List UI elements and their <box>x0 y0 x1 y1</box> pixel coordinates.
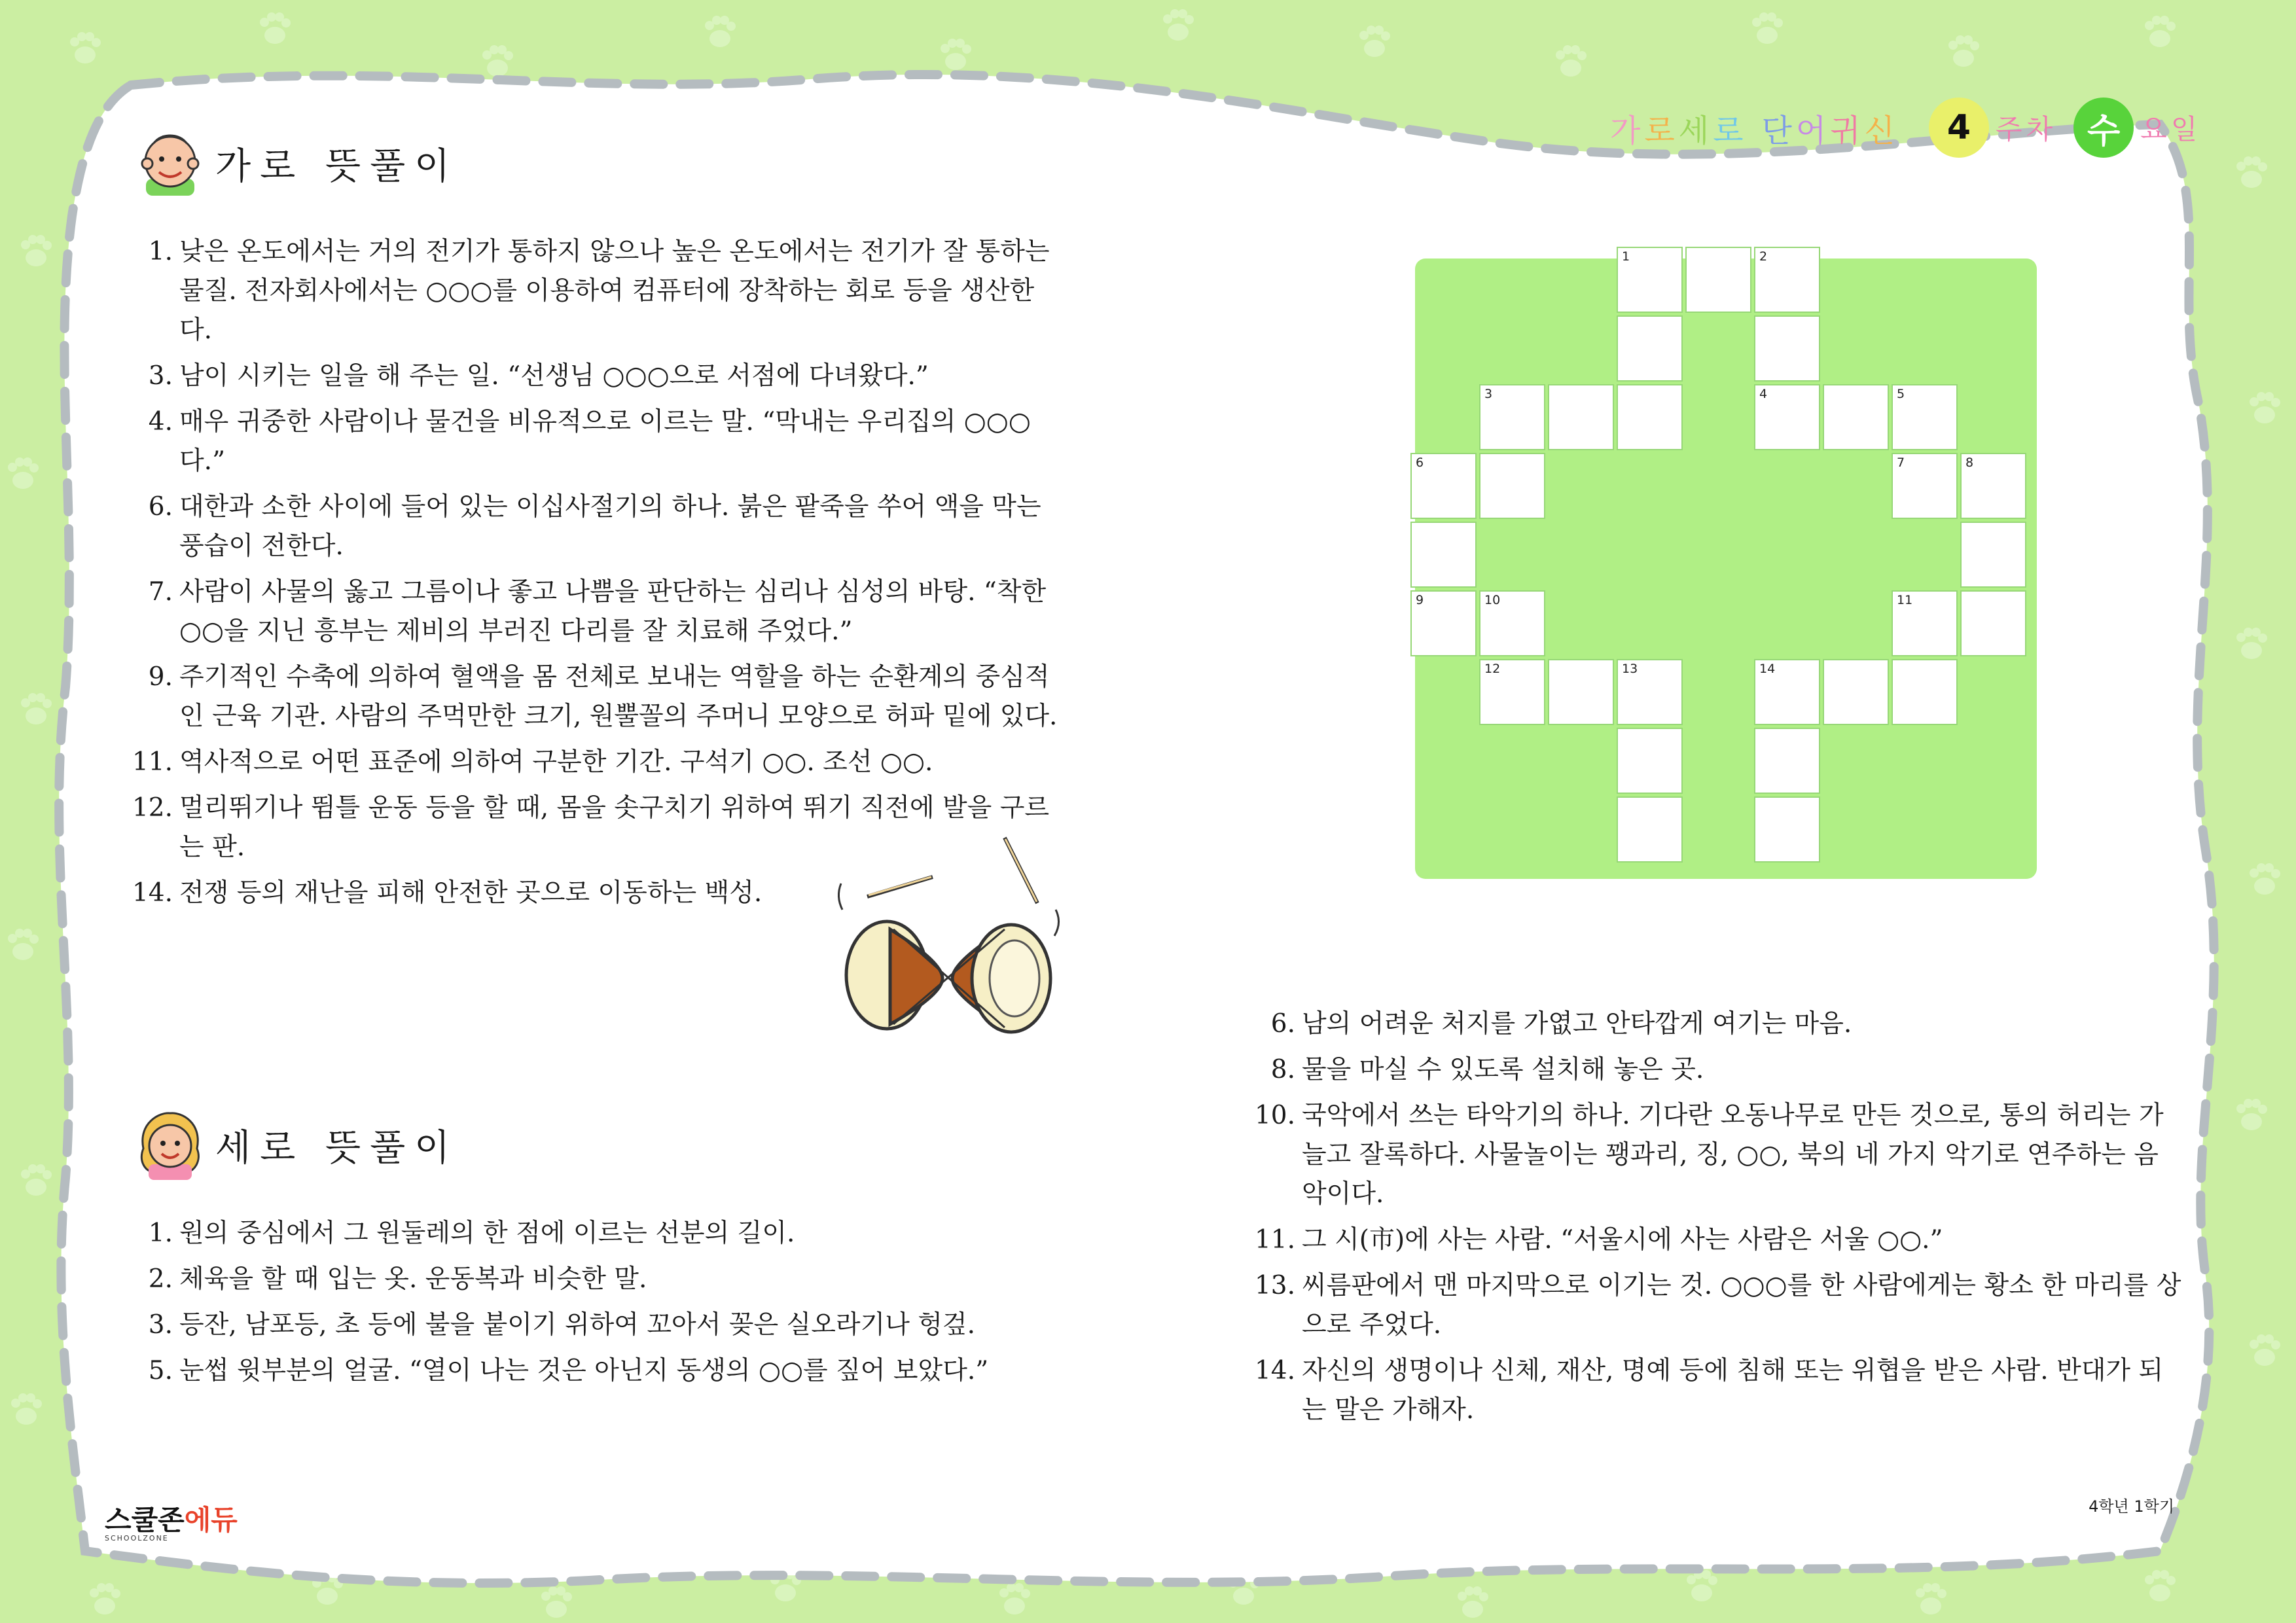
clue-text: 멀리뛰기나 뜀틀 운동 등을 할 때, 몸을 솟구치기 위하여 뛰기 직전에 발을 구르는 판. <box>179 793 1050 862</box>
crossword-cell[interactable] <box>1754 796 1820 863</box>
day-badge: 수 <box>2073 98 2134 158</box>
clue-text: 남의 어려운 처지를 가엾고 안타깝게 여기는 마음. <box>1302 1009 1852 1039</box>
clue-number: 13. <box>1254 1271 1295 1300</box>
crossword-cell-number: 12 <box>1484 662 1501 676</box>
crossword-cell[interactable] <box>1823 659 1889 725</box>
clue-text: 전쟁 등의 재난을 피해 안전한 곳으로 이동하는 백성. <box>179 878 762 908</box>
week-label: 주차 <box>1996 113 2057 145</box>
crossword-cell[interactable] <box>1617 796 1683 863</box>
header-title-char: 가 <box>1610 112 1645 149</box>
header-title-char: 단 <box>1761 112 1796 149</box>
clue-text: 물을 마실 수 있도록 설치해 놓은 곳. <box>1302 1055 1704 1084</box>
crossword-cell-number: 10 <box>1484 593 1501 607</box>
header-title-char: 어 <box>1795 112 1831 149</box>
crossword-cell-number: 2 <box>1759 249 1768 264</box>
across-title-label: 가로 뜻풀이 <box>215 145 459 188</box>
clue-number: 12. <box>132 793 173 823</box>
crossword-cell-number: 4 <box>1759 387 1768 401</box>
crossword-cell[interactable] <box>1960 522 2026 588</box>
header-title <box>1610 105 1899 151</box>
header-title-char: 귀 <box>1830 112 1865 149</box>
down-clue-list-right <box>1253 1005 2183 1436</box>
clue-number: 2. <box>148 1264 173 1294</box>
clue-text: 국악에서 쓰는 타악기의 하나. 기다란 오동나무로 만든 것으로, 통의 허리는 가늘고 잘록하다. 사물놀이는 꽹과리, 징, ○○, 북의 네 가지 악기로 연주하는 음악이다. <box>1302 1101 2164 1209</box>
grade-label: 4학년 1학기 <box>2089 1497 2174 1516</box>
crossword-cell[interactable] <box>1410 522 1477 588</box>
crossword-cell[interactable] <box>1617 384 1683 450</box>
header-title-char: 신 <box>1864 112 1899 149</box>
clue-item <box>1253 1096 2183 1214</box>
clue-number: 14. <box>132 878 173 908</box>
across-clue-list <box>131 232 1060 919</box>
boy-face-icon <box>134 128 206 200</box>
across-section-title <box>134 128 459 200</box>
crossword-cell[interactable] <box>1960 590 2026 656</box>
clue-item <box>1253 1351 2183 1430</box>
janggu-drum-icon <box>828 831 1090 1054</box>
clue-number: 3. <box>148 1310 173 1340</box>
clue-number: 6. <box>1270 1009 1295 1039</box>
crossword-cell[interactable] <box>1754 247 1820 313</box>
crossword-cell[interactable] <box>1754 728 1820 794</box>
brand-part2: 에듀 <box>184 1504 238 1536</box>
crossword-cell-number: 14 <box>1759 662 1776 676</box>
clue-text: 주기적인 수축에 의하여 혈액을 몸 전체로 보내는 역할을 하는 순환계의 중심적인 근육 기관. 사람의 주먹만한 크기, 원뿔꼴의 주머니 모양으로 허파 밑에 있다. <box>179 662 1058 731</box>
clue-number: 11. <box>132 747 173 777</box>
crossword-cell[interactable] <box>1617 659 1683 725</box>
clue-item <box>131 1214 1060 1253</box>
clue-number: 6. <box>148 492 173 522</box>
publisher-logo <box>105 1499 238 1543</box>
clue-number: 7. <box>148 577 173 607</box>
clue-text: 체육을 할 때 입는 옷. 운동복과 비슷한 말. <box>179 1264 647 1294</box>
crossword-cell[interactable] <box>1754 659 1820 725</box>
crossword-cell[interactable] <box>1548 659 1614 725</box>
clue-item <box>131 488 1060 566</box>
down-section-title <box>134 1109 459 1181</box>
clue-item <box>131 357 1060 396</box>
clue-item <box>131 1260 1060 1299</box>
clue-text: 대한과 소한 사이에 들어 있는 이십사절기의 하나. 붉은 팥죽을 쑤어 액을 막는 풍습이 전한다. <box>179 492 1041 561</box>
crossword-cell[interactable] <box>1892 384 1958 450</box>
crossword-cell-number: 9 <box>1416 593 1424 607</box>
crossword-cell[interactable] <box>1617 247 1683 313</box>
clue-item <box>1253 1221 2183 1260</box>
crossword-cell-number: 3 <box>1484 387 1493 401</box>
clue-number: 5. <box>148 1356 173 1385</box>
clue-item <box>131 402 1060 481</box>
down-title-label: 세로 뜻풀이 <box>215 1127 459 1169</box>
clue-item <box>1253 1050 2183 1090</box>
clue-item <box>131 1306 1060 1345</box>
crossword-cell[interactable] <box>1479 590 1545 656</box>
day-label: 요일 <box>2140 113 2202 145</box>
clue-text: 원의 중심에서 그 원둘레의 한 점에 이르는 선분의 길이. <box>179 1219 795 1248</box>
down-clue-list-left <box>131 1214 1060 1397</box>
week-badge: 4 <box>1929 98 1989 158</box>
clue-item <box>131 743 1060 782</box>
brand-sub: SCHOOLZONE <box>105 1534 169 1543</box>
crossword-cell[interactable] <box>1548 384 1614 450</box>
crossword-cell-number: 6 <box>1416 455 1424 470</box>
clue-number: 9. <box>148 662 173 692</box>
crossword-cell[interactable] <box>1892 453 1958 519</box>
crossword-cell[interactable] <box>1892 659 1958 725</box>
header-title-char: 로 <box>1644 112 1679 149</box>
clue-item <box>131 1351 1060 1391</box>
crossword-cell[interactable] <box>1823 384 1889 450</box>
crossword-cell[interactable] <box>1410 453 1477 519</box>
crossword-cell-number: 1 <box>1622 249 1630 264</box>
brand-part1: 스쿨존 <box>105 1504 185 1536</box>
clue-number: 1. <box>148 237 173 266</box>
clue-number: 1. <box>148 1219 173 1248</box>
clue-number: 14. <box>1254 1356 1295 1385</box>
crossword-cell[interactable] <box>1617 728 1683 794</box>
clue-text: 역사적으로 어떤 표준에 의하여 구분한 기간. 구석기 ○○. 조선 ○○. <box>179 747 933 777</box>
clue-item <box>1253 1005 2183 1044</box>
clue-text: 남이 시키는 일을 해 주는 일. “선생님 ○○○으로 서점에 다녀왔다.” <box>179 361 929 391</box>
header-title-char <box>1748 105 1762 151</box>
crossword-cell[interactable] <box>1685 247 1751 313</box>
girl-face-icon <box>134 1109 206 1181</box>
crossword-cell[interactable] <box>1754 315 1820 382</box>
crossword-cell[interactable] <box>1479 384 1545 450</box>
crossword-cell[interactable] <box>1960 453 2026 519</box>
clue-text: 사람이 사물의 옳고 그름이나 좋고 나쁨을 판단하는 심리나 심성의 바탕. “착한 ○○을 지닌 흥부는 제비의 부러진 다리를 잘 치료해 주었다.” <box>179 577 1047 646</box>
crossword-cell[interactable] <box>1479 453 1545 519</box>
page-header <box>1610 92 2201 164</box>
clue-item <box>131 658 1060 736</box>
clue-text: 그 시(市)에 사는 사람. “서울시에 사는 사람은 서울 ○○.” <box>1302 1225 1943 1255</box>
crossword-cell-number: 8 <box>1965 455 1974 470</box>
crossword-cell-number: 5 <box>1897 387 1905 401</box>
crossword-board <box>1415 249 2037 879</box>
crossword-cell-number: 11 <box>1897 593 1913 607</box>
clue-number: 3. <box>148 361 173 391</box>
clue-item <box>131 573 1060 651</box>
crossword-cell[interactable] <box>1617 315 1683 382</box>
header-title-char: 로 <box>1713 112 1748 149</box>
crossword-cell-number: 13 <box>1622 662 1638 676</box>
clue-text: 자신의 생명이나 신체, 재산, 명예 등에 침해 또는 위협을 받은 사람. 반대가 되는 말은 가해자. <box>1302 1356 2164 1425</box>
clue-item <box>1253 1266 2183 1345</box>
clue-text: 매우 귀중한 사람이나 물건을 비유적으로 이르는 말. “막내는 우리집의 ○○○다.” <box>179 407 1031 476</box>
clue-number: 11. <box>1254 1225 1295 1255</box>
header-title-char: 세 <box>1678 112 1713 149</box>
crossword-cell[interactable] <box>1410 590 1477 656</box>
clue-text: 눈썹 윗부분의 얼굴. “열이 나는 것은 아닌지 동생의 ○○를 짚어 보았다.” <box>179 1356 989 1385</box>
crossword-cell[interactable] <box>1754 384 1820 450</box>
crossword-cell-number: 7 <box>1897 455 1905 470</box>
clue-number: 10. <box>1254 1101 1295 1130</box>
clue-text: 씨름판에서 맨 마지막으로 이기는 것. ○○○를 한 사람에게는 황소 한 마리를 상으로 주었다. <box>1302 1271 2181 1340</box>
crossword-cell[interactable] <box>1479 659 1545 725</box>
clue-number: 4. <box>148 407 173 437</box>
clue-text: 등잔, 남포등, 초 등에 불을 붙이기 위하여 꼬아서 꽂은 실오라기나 헝겊. <box>179 1310 976 1340</box>
clue-text: 낮은 온도에서는 거의 전기가 통하지 않으나 높은 온도에서는 전기가 잘 통하는 물질. 전자회사에서는 ○○○를 이용하여 컴퓨터에 장착하는 회로 등을 생산한다. <box>179 237 1050 345</box>
crossword-cell[interactable] <box>1892 590 1958 656</box>
clue-item <box>131 232 1060 350</box>
clue-number: 8. <box>1270 1055 1295 1084</box>
